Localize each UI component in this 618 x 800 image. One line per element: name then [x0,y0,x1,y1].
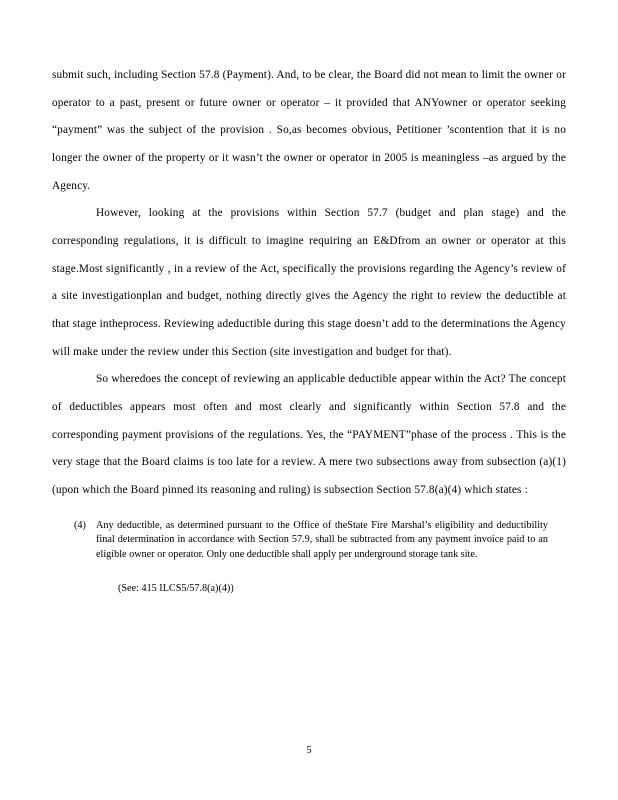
statutory-citation: (See: 415 ILCS5/57.8(a)(4)) [118,583,234,595]
numbered-list-item [52,519,566,562]
numbered-list-item-number: (4) [74,519,86,531]
paragraph-1: submit such, including Section 57.8 (Payment). And, to be clear, the Board did not mean to limit the owner or operator to a past, present or future owner or operator – it provided that ANYowner or operator seeking “payment” was the subject of the provision . So,as becomes obvious, Petitioner ’scontention that it is no longer the owner of the property or it wasn’t the owner or operator in 2005 is meaningless –as argued by the Agency. [52,69,566,192]
page-number: 5 [306,745,312,756]
paragraph-2: However, looking at the provisions within Section 57.7 (budget and plan stage) and the corresponding regulations, it is difficult to imagine requiring an E&Dfrom an owner or operator at this stage.Most significantly , in a review of the Act, specifically the provisions regarding the Agency’s review of a site investigationplan and budget, nothing directly gives the Agency the right to review the deductible at that stage intheprocess. Reviewing adeductible during this stage doesn’t add to the determinations the Agency will make under the review under this Section (site investigation and budget for that). [52,207,566,358]
numbered-list-item-text: Any deductible, as determined pursuant to the Office of theState Fire Marshal’s eligibility and deductibility final determination in accordance with Section 57.9, shall be subtracted from any payment invoice paid to an eligible owner or operator. Only one deductible shall apply per underground storage tank site. [96,519,548,560]
paragraph-3: So wheredoes the concept of reviewing an applicable deductible appear within the Act? The concept of deductibles appears most often and most clearly and significantly within Section 57.8 and the corresponding payment provisions of the regulations. Yes, the “PAYMENT”phase of the process . This is the very stage that the Board claims is too late for a review. A mere two subsections away from subsection (a)(1) (upon which the Board pinned its reasoning and ruling) is subsection Section 57.8(a)(4) which states : [52,373,566,497]
